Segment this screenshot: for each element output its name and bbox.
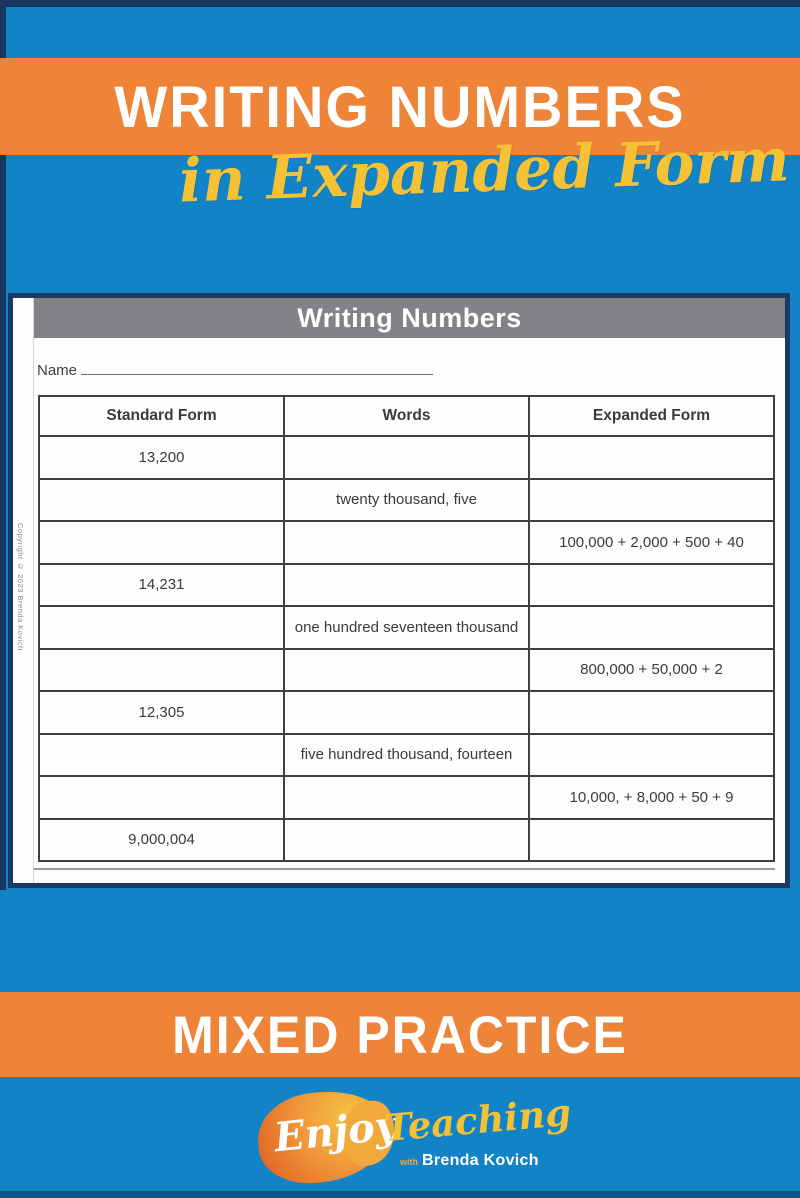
cell-standard: 12,305 bbox=[39, 691, 284, 734]
table-row bbox=[39, 521, 774, 564]
enjoy-teaching-logo bbox=[258, 1086, 573, 1190]
copyright-text: Copyright © 2023 Brenda Kovich bbox=[16, 523, 25, 651]
cell-expanded bbox=[529, 436, 774, 479]
cell-expanded bbox=[529, 734, 774, 777]
bottom-banner bbox=[0, 992, 800, 1077]
bottom-edge-border bbox=[0, 1191, 800, 1198]
cell-standard bbox=[39, 479, 284, 522]
cell-expanded bbox=[529, 691, 774, 734]
worksheet-card bbox=[8, 293, 790, 888]
table-row bbox=[39, 564, 774, 607]
cell-words bbox=[284, 819, 529, 862]
table-row bbox=[39, 436, 774, 479]
cell-standard bbox=[39, 606, 284, 649]
cell-standard: 13,200 bbox=[39, 436, 284, 479]
table-row bbox=[39, 649, 774, 692]
column-header-expanded-form: Expanded Form bbox=[529, 396, 774, 436]
cell-standard bbox=[39, 521, 284, 564]
worksheet-title: Writing Numbers bbox=[34, 298, 785, 338]
cell-expanded bbox=[529, 479, 774, 522]
table-row bbox=[39, 734, 774, 777]
name-label: Name bbox=[37, 362, 78, 379]
page-bottom-line bbox=[34, 868, 775, 870]
cell-standard bbox=[39, 649, 284, 692]
cell-expanded bbox=[529, 606, 774, 649]
top-banner-title: WRITING NUMBERS bbox=[114, 73, 686, 140]
worksheet-table bbox=[38, 395, 775, 862]
cell-words bbox=[284, 436, 529, 479]
page-edge-divider bbox=[33, 298, 34, 883]
cell-words bbox=[284, 691, 529, 734]
cell-words: one hundred seventeen thousand bbox=[284, 606, 529, 649]
name-blank-line bbox=[81, 360, 433, 375]
cell-words: five hundred thousand, fourteen bbox=[284, 734, 529, 777]
cell-words: twenty thousand, five bbox=[284, 479, 529, 522]
cell-expanded bbox=[529, 819, 774, 862]
table-row bbox=[39, 691, 774, 734]
cell-words bbox=[284, 521, 529, 564]
cell-words bbox=[284, 776, 529, 819]
logo-author-name: Brenda Kovich bbox=[422, 1152, 539, 1169]
cell-words bbox=[284, 564, 529, 607]
name-field bbox=[37, 360, 433, 379]
table-row bbox=[39, 819, 774, 862]
column-header-standard-form: Standard Form bbox=[39, 396, 284, 436]
table-row bbox=[39, 606, 774, 649]
column-header-words: Words bbox=[284, 396, 529, 436]
cell-standard: 14,231 bbox=[39, 564, 284, 607]
cell-words bbox=[284, 649, 529, 692]
cell-standard: 9,000,004 bbox=[39, 819, 284, 862]
cell-standard bbox=[39, 734, 284, 777]
cell-standard bbox=[39, 776, 284, 819]
cell-expanded bbox=[529, 564, 774, 607]
logo-byline bbox=[400, 1152, 539, 1170]
table-row bbox=[39, 479, 774, 522]
table-header-row bbox=[39, 396, 774, 436]
logo-word-enjoy: Enjoy bbox=[271, 1101, 401, 1162]
cell-expanded: 100,000 + 2,000 + 500 + 40 bbox=[529, 521, 774, 564]
top-edge-border bbox=[0, 0, 800, 7]
logo-with-label: with bbox=[400, 1157, 418, 1167]
bottom-banner-title: MIXED PRACTICE bbox=[172, 1005, 628, 1064]
logo-word-teaching: Teaching bbox=[382, 1089, 573, 1151]
cell-expanded: 10,000, + 8,000 + 50 + 9 bbox=[529, 776, 774, 819]
cell-expanded: 800,000 + 50,000 + 2 bbox=[529, 649, 774, 692]
top-banner-subtitle: in Expanded Form bbox=[178, 125, 792, 217]
table-row bbox=[39, 776, 774, 819]
